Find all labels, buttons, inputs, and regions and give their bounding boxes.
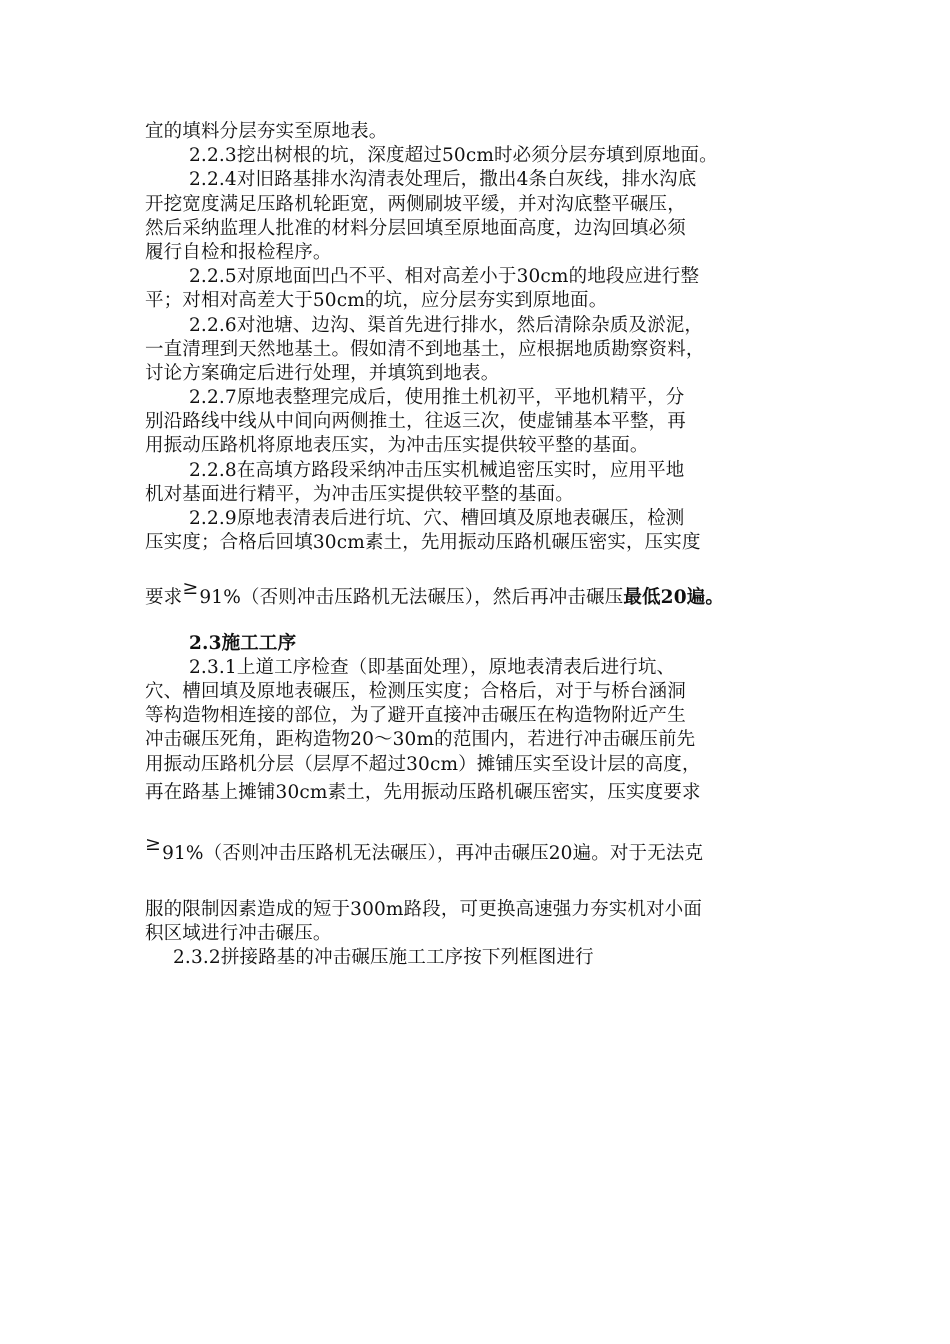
paragraph-2-2-6-line: 2.2.6对池塘、边沟、渠首先进行排水，然后清除杂质及淤泥， <box>189 314 704 336</box>
paragraph-2-2-7-line: 2.2.7原地表整理完成后，使用推土机初平，平地机精平，分 <box>189 387 685 409</box>
paragraph-2-3-2: 2.3.2拼接路基的冲击碾压施工工序按下列框图进行 <box>173 947 594 969</box>
line-middle: 91%（否则冲击压路机无法碾压），然后再冲击碾压 <box>199 587 624 609</box>
line-prefix: 要求 <box>145 587 183 609</box>
paragraph-2-2-9-line: 压实度；合格后回填30cm素土，先用振动压路机碾压密实，压实度 <box>145 532 701 554</box>
paragraph-2-2-4-line: 履行自检和报检程序。 <box>145 241 332 263</box>
paragraph-2-3-1-line: 再在路基上摊铺30cm素土，先用振动压路机碾压密实，压实度要求 <box>145 781 701 803</box>
paragraph-2-2-6-line: 讨论方案确定后进行处理，并填筑到地表。 <box>145 362 500 384</box>
paragraph-2-3-1-line: 用振动压路机分层（层厚不超过30cm）摊铺压实至设计层的高度， <box>145 753 701 775</box>
greater-equal-symbol: ≥ <box>145 832 162 855</box>
greater-equal-symbol: ≥ <box>182 577 199 600</box>
paragraph-2-2-3: 2.2.3挖出树根的坑，深度超过50cm时必须分层夯填到原地面。 <box>189 145 718 167</box>
paragraph-2-3-1-line: 穴、槽回填及原地表碾压，检测压实度；合格后，对于与桥台涵洞 <box>145 680 686 702</box>
paragraph-2-2-9-last-line <box>145 577 815 609</box>
paragraph-2-2-4-line: 开挖宽度满足压路机轮距宽，两侧刷坡平缓，并对沟底整平碾压， <box>145 193 686 215</box>
paragraph-2-2-8-line: 2.2.8在高填方路段采纳冲击压实机械追密压实时，应用平地 <box>189 459 685 481</box>
paragraph-2-2-4-line: 然后采纳监理人批准的材料分层回填至原地面高度，边沟回填必须 <box>145 217 686 239</box>
line-text: 91%（否则冲击压路机无法碾压），再冲击碾压20遍。对于无法克 <box>162 842 704 864</box>
paragraph-2-2-7-line: 别沿路线中线从中间向两侧推土，往返三次，使虚铺基本平整，再 <box>145 411 686 433</box>
paragraph-2-2-8-line: 机对基面进行精平，为冲击压实提供较平整的基面。 <box>145 483 574 505</box>
paragraph-2-3-1-line: 等构造物相连接的部位，为了避开直接冲击碾压在构造物附近产生 <box>145 705 686 727</box>
paragraph-line: 宜的填料分层夯实至原地表。 <box>145 121 388 142</box>
paragraph-2-2-5-line: 平；对相对高差大于50cm的坑，应分层夯实到原地面。 <box>145 290 608 312</box>
paragraph-2-2-4-line: 2.2.4对旧路基排水沟清表处理后，撒出4条白灰线，排水沟底 <box>189 169 697 191</box>
paragraph-2-3-1-tail-line: 积区域进行冲击碾压。 <box>145 923 332 945</box>
paragraph-2-2-6-line: 一直清理到天然地基土。假如清不到地基土，应根据地质勘察资料， <box>145 338 705 360</box>
paragraph-2-3-1-ge-line <box>145 832 815 865</box>
section-heading-2-3: 2.3施工工序 <box>189 632 297 654</box>
paragraph-2-2-5-line: 2.2.5对原地面凹凸不平、相对高差小于30cm的地段应进行整 <box>189 266 700 288</box>
bold-emphasis: 最低20遍。 <box>623 587 725 609</box>
paragraph-2-3-1-line: 2.3.1上道工序检查（即基面处理），原地表清表后进行坑、 <box>189 656 676 678</box>
paragraph-2-3-1-tail-line: 服的限制因素造成的短于300m路段，可更换高速强力夯实机对小面 <box>145 899 703 921</box>
document-body <box>145 120 815 971</box>
paragraph-2-2-9-line: 2.2.9原地表清表后进行坑、穴、槽回填及原地表碾压，检测 <box>189 508 685 529</box>
paragraph-2-3-1-line: 冲击碾压死角，距构造物20～30m的范围内，若进行冲击碾压前先 <box>145 729 696 751</box>
paragraph-2-2-7-line: 用振动压路机将原地表压实，为冲击压实提供较平整的基面。 <box>145 435 649 457</box>
